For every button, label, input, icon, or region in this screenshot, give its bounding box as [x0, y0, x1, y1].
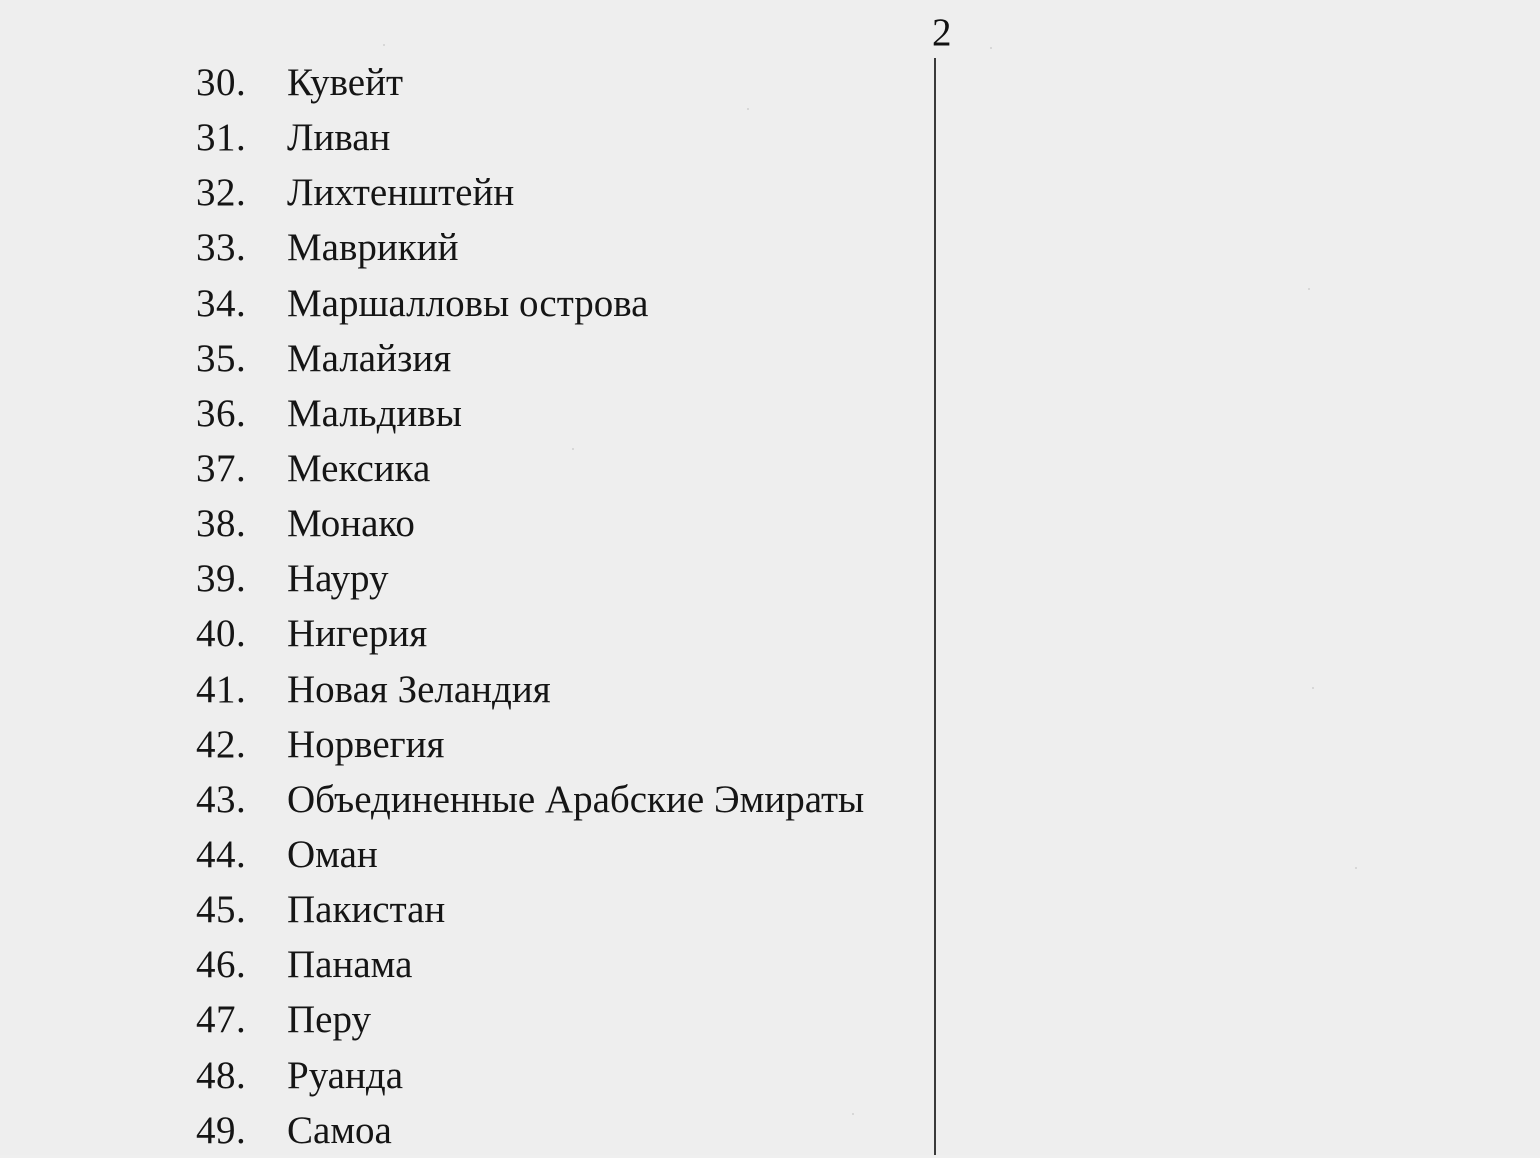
list-item-name: Малайзия: [287, 336, 452, 380]
list-item: [0, 331, 920, 386]
list-item: [0, 1048, 920, 1103]
list-item-number: 42.: [196, 722, 247, 766]
list-item-name: Пакистан: [287, 888, 446, 932]
scan-speck: [1308, 288, 1310, 290]
list-item-name: Перу: [287, 998, 371, 1042]
list-item-name: Мальдивы: [287, 391, 462, 435]
list-item: [0, 551, 920, 606]
list-item: [0, 662, 920, 717]
list-item-name: Норвегия: [287, 722, 445, 766]
scan-speck: [1312, 687, 1314, 689]
list-item: [0, 1103, 920, 1158]
list-item-number: 47.: [196, 998, 247, 1042]
list-item: [0, 882, 920, 937]
list-item-name: Маршалловы острова: [287, 281, 649, 325]
list-item: [0, 220, 920, 275]
list-item: [0, 165, 920, 220]
list-item: [0, 386, 920, 441]
list-item-name: Науру: [287, 557, 389, 601]
list-item-name: Нигерия: [287, 612, 428, 656]
list-item: [0, 110, 920, 165]
country-list: [0, 55, 920, 1158]
list-item-number: 36.: [196, 391, 247, 435]
list-item: [0, 606, 920, 661]
list-item-number: 33.: [196, 226, 247, 270]
list-item-number: 34.: [196, 281, 247, 325]
scan-speck: [852, 1113, 854, 1115]
scan-speck: [990, 47, 992, 49]
list-item-name: Монако: [287, 502, 415, 546]
list-item-number: 45.: [196, 888, 247, 932]
list-item-number: 46.: [196, 943, 247, 987]
list-item-number: 32.: [196, 171, 247, 215]
scan-speck: [1355, 867, 1357, 869]
list-item: [0, 992, 920, 1047]
list-item-name: Маврикий: [287, 226, 459, 270]
list-item-name: Мексика: [287, 446, 431, 490]
list-item-number: 30.: [196, 61, 247, 104]
list-item: [0, 496, 920, 551]
list-item-number: 38.: [196, 502, 247, 546]
list-item-name: Объединенные Арабские Эмираты: [287, 777, 865, 821]
list-item-name: Лихтенштейн: [287, 171, 515, 215]
list-item-number: 49.: [196, 1108, 247, 1152]
list-item: [0, 55, 920, 110]
list-item-number: 39.: [196, 557, 247, 601]
list-item-number: 35.: [196, 336, 247, 380]
list-item: [0, 772, 920, 827]
margin-rule: [934, 58, 936, 1155]
list-item-number: 43.: [196, 777, 247, 821]
list-item: [0, 937, 920, 992]
list-item: [0, 717, 920, 772]
list-item-name: Ливан: [287, 116, 391, 160]
scan-speck: [383, 44, 385, 46]
list-item: [0, 827, 920, 882]
list-item-number: 31.: [196, 116, 247, 160]
page-number: 2: [932, 11, 952, 54]
list-item-number: 48.: [196, 1053, 247, 1097]
list-item-number: 44.: [196, 832, 247, 876]
scan-speck: [747, 108, 749, 110]
list-item-number: 37.: [196, 446, 247, 490]
list-item-name: Руанда: [287, 1053, 404, 1097]
scan-speck: [572, 448, 574, 450]
list-item: [0, 276, 920, 331]
list-item: [0, 441, 920, 496]
list-item-name: Кувейт: [287, 61, 403, 104]
list-item-number: 40.: [196, 612, 247, 656]
list-item-number: 41.: [196, 667, 247, 711]
list-item-name: Панама: [287, 943, 413, 987]
list-item-name: Самоа: [287, 1108, 392, 1152]
list-item-name: Оман: [287, 832, 378, 876]
list-item-name: Новая Зеландия: [287, 667, 551, 711]
